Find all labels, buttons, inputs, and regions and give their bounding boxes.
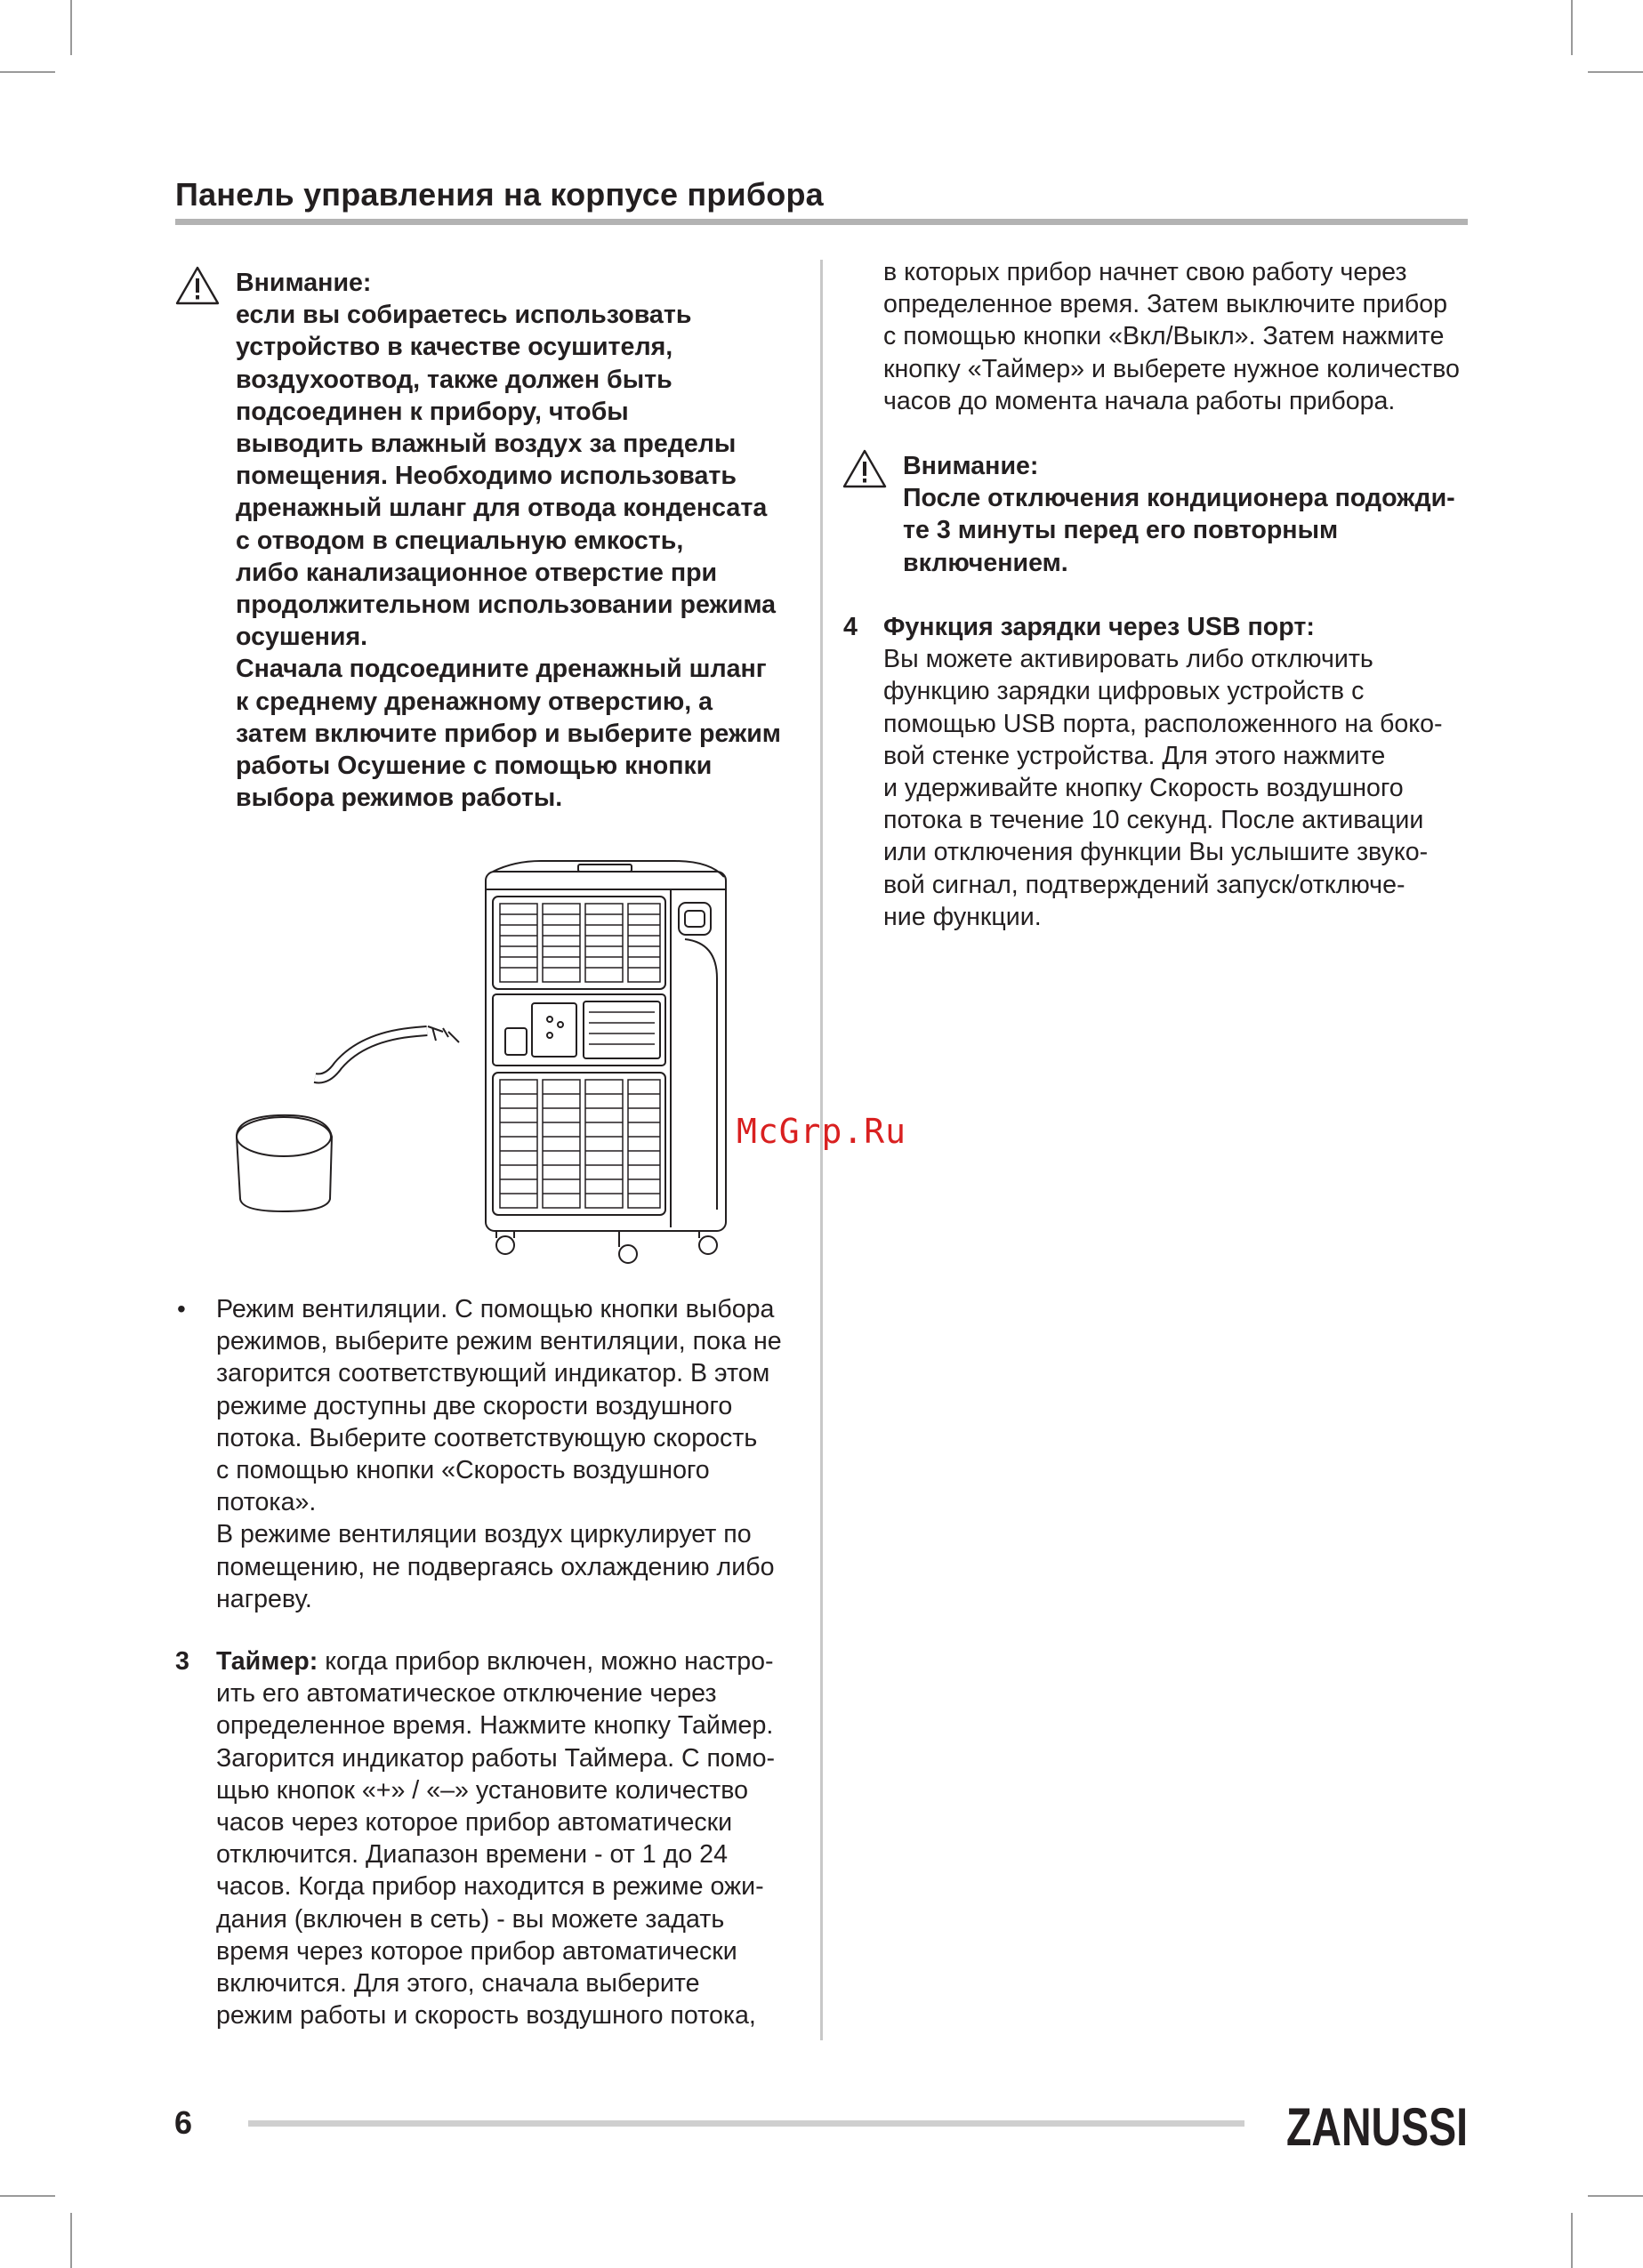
item-number: 3	[175, 1647, 189, 1676]
warning-line: воздухоотвод, также должен быть	[236, 365, 673, 394]
text-line: время через которое прибор автоматически	[216, 1936, 737, 1966]
warning-line: осушения.	[236, 623, 368, 652]
text-line: Режим вентиляции. С помощью кнопки выбора	[216, 1295, 775, 1323]
text-line: ить его автоматическое отключение через	[216, 1679, 717, 1709]
usb-paragraph	[883, 611, 1470, 933]
text-line: определенное время. Нажмите кнопку Таймер.	[216, 1711, 774, 1741]
text-line: часов. Когда прибор находится в режиме ожи-	[216, 1872, 764, 1902]
text-line: помощью USB порта, расположенного на боко-	[883, 709, 1443, 738]
warning-icon	[174, 265, 221, 306]
upper-grille	[500, 904, 660, 982]
text-line: режимов, выберите режим вентиляции, пока не	[216, 1327, 782, 1356]
warning-line: дренажный шланг для отвода конденсата	[236, 494, 768, 523]
text-line: В режиме вентиляции воздух циркулирует по	[216, 1520, 752, 1549]
warning-line: если вы собираетесь использовать	[236, 301, 692, 330]
text-line: отключится. Диапазон времени - от 1 до 24	[216, 1840, 728, 1870]
crop-mark	[70, 0, 72, 55]
warning-line: Сначала подсоедините дренажный шланг	[236, 655, 767, 684]
wheel	[496, 1236, 514, 1254]
crop-mark	[1571, 0, 1573, 55]
text-line: функцию зарядки цифровых устройств с	[883, 677, 1365, 706]
wheel	[619, 1245, 637, 1263]
page-title: Панель управления на корпусе прибора	[175, 176, 824, 213]
crop-mark	[1571, 2213, 1573, 2268]
text-line: включится. Для этого, сначала выберите	[216, 1969, 700, 1999]
text-line: определенное время. Затем выключите прибор	[883, 290, 1448, 319]
text-line: или отключения функции Вы услышите звуко-	[883, 838, 1429, 867]
crop-mark	[1588, 2195, 1643, 2197]
text-fragment: когда прибор включен, можно настро-	[318, 1647, 774, 1676]
brand-logo	[1286, 2097, 1470, 2157]
crop-mark	[0, 2195, 55, 2197]
text-line: часов через которое прибор автоматически	[216, 1808, 733, 1838]
timer-continuation	[883, 256, 1470, 417]
ventilation-mode-paragraph	[216, 1293, 812, 1615]
warning-line: включением.	[903, 548, 1068, 577]
timer-label: Таймер:	[216, 1647, 318, 1676]
text-line: режиме доступны две скорости воздушного	[216, 1391, 733, 1420]
bullet-symbol: •	[177, 1295, 186, 1323]
text-line: ние функции.	[883, 902, 1042, 931]
appliance-illustration	[230, 854, 737, 1272]
warning-line: затем включите прибор и выберите режим	[236, 719, 781, 748]
text-line: потока».	[216, 1488, 317, 1517]
text-line: с помощью кнопки «Скорость воздушного	[216, 1456, 710, 1485]
usb-heading: Функция зарядки через USB порт:	[883, 613, 1315, 641]
watermark: McGrp.Ru	[737, 1112, 907, 1151]
text-line: режим работы и скорость воздушного потока,	[216, 2001, 756, 2031]
svg-text:ZANUSSI: ZANUSSI	[1286, 2097, 1468, 2157]
text-line: вой сигнал, подтверждений запуск/отключе-	[883, 870, 1405, 899]
timer-paragraph	[216, 1645, 812, 2031]
warning-line: работы Осушение с помощью кнопки	[236, 752, 713, 781]
warning-left	[236, 267, 814, 814]
warning-line: помещения. Необходимо использовать	[236, 462, 737, 491]
item-number: 4	[843, 613, 858, 641]
warning-line: продолжительном использовании режима	[236, 591, 777, 620]
warning-line: те 3 минуты перед его повторным	[903, 516, 1339, 545]
text-line: с помощью кнопки «Вкл/Выкл». Затем нажмите	[883, 322, 1445, 351]
text-line: часов до момента начала работы прибора.	[883, 386, 1396, 415]
crop-mark	[1588, 71, 1643, 73]
warning-right	[903, 450, 1472, 579]
text-line: вой стенке устройства. Для этого нажмите	[883, 741, 1386, 770]
warning-heading: Внимание:	[236, 269, 372, 297]
container	[237, 1115, 332, 1211]
crop-mark	[0, 71, 55, 73]
warning-line: либо канализационное отверстие при	[236, 558, 718, 587]
text-line: щью кнопок «+» / «–» установите количество	[216, 1775, 748, 1805]
text-line: потока. Выберите соответствующую скорость	[216, 1423, 758, 1452]
text-line	[216, 1645, 812, 1677]
text-line: в которых прибор начнет свою работу через	[883, 258, 1407, 286]
warning-heading: Внимание:	[903, 452, 1039, 480]
text-line: Загорится индикатор работы Таймера. С помо-	[216, 1743, 776, 1773]
warning-line: устройство в качестве осушителя,	[236, 333, 673, 362]
text-line: нагреву.	[216, 1584, 312, 1613]
text-line: помещению, не подвергаясь охлаждению либо	[216, 1552, 775, 1581]
lower-grille	[500, 1080, 660, 1208]
title-rule	[175, 219, 1468, 225]
page-number: 6	[174, 2104, 193, 2141]
text-line: потока в течение 10 секунд. После активации	[883, 806, 1424, 835]
warning-line: подсоединен к прибору, чтобы	[236, 397, 629, 426]
wheel	[699, 1236, 717, 1254]
text-line: и удерживайте кнопку Скорость воздушного	[883, 774, 1404, 803]
text-line: кнопку «Таймер» и выберете нужное количество	[883, 354, 1460, 383]
warning-icon	[842, 448, 888, 489]
warning-line: выводить влажный воздух за пределы	[236, 430, 737, 459]
warning-line: с отводом в специальную емкость,	[236, 526, 684, 555]
text-line: Вы можете активировать либо отключить	[883, 645, 1373, 674]
text-line: загорится соответствующий индикатор. В этом	[216, 1359, 770, 1388]
warning-line: выбора режимов работы.	[236, 784, 563, 813]
crop-mark	[70, 2213, 72, 2268]
footer-rule	[248, 2120, 1244, 2127]
text-line: дания (включен в сеть) - вы можете задать	[216, 1904, 725, 1934]
warning-line: После отключения кондиционера подожди-	[903, 484, 1455, 513]
warning-line: к среднему дренажному отверстию, а	[236, 687, 713, 716]
